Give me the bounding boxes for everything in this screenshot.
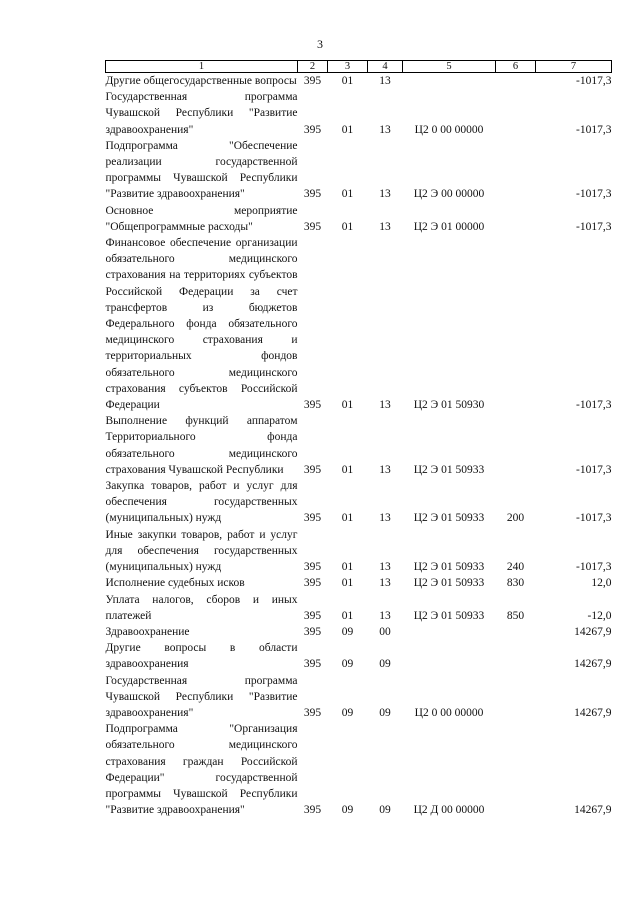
row-name: Государственная программа Чувашской Республики "Развитие здравоохранения": [105, 674, 298, 719]
table-row: [106, 673, 612, 722]
row-name: Финансовое обеспечение организации обязательного медицинского страхования на территориях субъектов Российской Федерации за счет трансфертов из бюджетов Федерального фонда обязательного медицинского страхования и территориальных фондов обязательного медицинского страхования субъектов Российской Федерации: [105, 237, 298, 412]
table-row: [106, 640, 612, 672]
row-name: Государственная программа Чувашской Республики "Развитие здравоохранения": [105, 91, 298, 136]
row-amount: 12,0: [591, 577, 612, 590]
row-section: 09: [341, 706, 354, 719]
row-section: 01: [341, 577, 354, 590]
row-ministry: 395: [303, 577, 322, 590]
row-target: Ц2 Э 01 50930: [413, 399, 485, 412]
row-amount: -1017,3: [576, 188, 612, 201]
row-amount: -1017,3: [576, 399, 612, 412]
row-expense-type: [496, 203, 536, 235]
row-section: 01: [341, 512, 354, 525]
table-row: [106, 413, 612, 478]
row-section: 09: [341, 625, 354, 638]
table-row: [106, 73, 612, 90]
row-subsection: 13: [379, 399, 391, 412]
row-subsection: 09: [379, 804, 391, 817]
row-target: [403, 73, 496, 90]
row-section: 09: [341, 658, 354, 671]
row-ministry: 395: [303, 463, 322, 476]
row-name: Уплата налогов, сборов и иных платежей: [105, 593, 298, 622]
row-section: 01: [341, 123, 354, 136]
row-ministry: 395: [303, 399, 322, 412]
column-header-6: 6: [496, 61, 536, 73]
row-expense-type: [496, 673, 536, 722]
row-expense-type: [496, 413, 536, 478]
row-subsection: 13: [379, 463, 391, 476]
row-section: 09: [341, 804, 354, 817]
row-amount: -1017,3: [576, 463, 612, 476]
row-section: 01: [341, 463, 354, 476]
row-ministry: 395: [303, 123, 322, 136]
row-expense-type: 850: [506, 609, 525, 622]
row-ministry: 395: [303, 220, 322, 233]
row-name: Основное мероприятие "Общепрограммные расходы": [105, 204, 298, 233]
row-amount: -1017,3: [576, 220, 612, 233]
row-expense-type: 830: [506, 577, 525, 590]
row-name: Другие общегосударственные вопросы: [105, 75, 297, 87]
row-subsection: 09: [379, 658, 391, 671]
table-row: [106, 138, 612, 203]
row-target: Ц2 Э 01 50933: [413, 609, 485, 622]
row-target: [403, 624, 496, 640]
row-ministry: 395: [303, 75, 322, 87]
row-subsection: 09: [379, 706, 391, 719]
row-target: Ц2 Э 01 50933: [413, 512, 485, 525]
row-name: Подпрограмма "Организация обязательного медицинского страхования граждан Российской Федерации" государственной программы Чувашской Республики "Развитие здравоохранения": [105, 723, 298, 817]
row-name: Исполнение судебных исков: [105, 577, 245, 590]
row-name: Другие вопросы в области здравоохранения: [105, 642, 298, 671]
row-expense-type: 200: [506, 512, 525, 525]
row-expense-type: [496, 624, 536, 640]
row-expense-type: [496, 89, 536, 138]
row-ministry: 395: [303, 804, 322, 817]
row-section: 01: [341, 75, 354, 87]
row-expense-type: [496, 640, 536, 672]
table-row: [106, 203, 612, 235]
row-amount: -1017,3: [576, 123, 612, 136]
row-subsection: 00: [379, 625, 391, 638]
row-amount: 14267,9: [574, 706, 612, 719]
table-row: [106, 624, 612, 640]
table-body: [106, 73, 612, 819]
row-ministry: 395: [303, 658, 322, 671]
page-number: 3: [317, 37, 323, 51]
row-section: 01: [341, 220, 354, 233]
table-row: [106, 592, 612, 624]
table-row: [106, 235, 612, 413]
row-name: Закупка товаров, работ и услуг для обеспечения государственных (муниципальных) нужд: [105, 480, 298, 525]
row-ministry: 395: [303, 625, 322, 638]
table-row: [106, 575, 612, 591]
row-target: Ц2 Э 00 00000: [413, 188, 485, 201]
row-section: 01: [341, 561, 354, 574]
row-section: 01: [341, 188, 354, 201]
row-name: Подпрограмма "Обеспечение реализации государственной программы Чувашской Республики "Развитие здравоохранения": [105, 139, 298, 201]
row-amount: -1017,3: [576, 75, 612, 87]
row-target: Ц2 Э 01 50933: [413, 561, 485, 574]
row-amount: -12,0: [587, 609, 612, 622]
row-subsection: 13: [379, 123, 391, 136]
row-expense-type: 240: [506, 561, 525, 574]
row-ministry: 395: [303, 561, 322, 574]
row-target: Ц2 Д 00 00000: [413, 804, 485, 817]
column-header-3: 3: [328, 61, 368, 73]
row-target: Ц2 Э 01 00000: [413, 220, 485, 233]
row-name: Здравоохранение: [105, 625, 190, 638]
row-ministry: 395: [303, 609, 322, 622]
row-subsection: 13: [379, 75, 391, 87]
column-header-2: 2: [298, 61, 328, 73]
row-section: 01: [341, 609, 354, 622]
row-amount: 14267,9: [574, 625, 612, 638]
column-header-5: 5: [403, 61, 496, 73]
row-amount: -1017,3: [576, 512, 612, 525]
row-expense-type: [496, 138, 536, 203]
row-subsection: 13: [379, 577, 391, 590]
row-expense-type: [496, 235, 536, 413]
row-subsection: 13: [379, 561, 391, 574]
column-header-4: 4: [368, 61, 403, 73]
column-header-1: 1: [106, 61, 298, 73]
row-ministry: 395: [303, 188, 322, 201]
table-row: [106, 89, 612, 138]
row-amount: 14267,9: [574, 658, 612, 671]
row-target: [403, 640, 496, 672]
row-expense-type: [496, 73, 536, 90]
row-name: Иные закупки товаров, работ и услуг для обеспечения государственных (муниципальных) нужд: [105, 528, 298, 574]
row-subsection: 13: [379, 188, 391, 201]
table-row: [106, 478, 612, 527]
row-subsection: 13: [379, 512, 391, 525]
table-row: [106, 527, 612, 576]
column-header-7: 7: [536, 61, 612, 73]
budget-table: [105, 60, 612, 818]
row-expense-type: [496, 721, 536, 818]
row-subsection: 13: [379, 609, 391, 622]
row-amount: 14267,9: [574, 804, 612, 817]
row-subsection: 13: [379, 220, 391, 233]
column-header-row: [106, 61, 612, 73]
row-target: Ц2 0 00 00000: [414, 123, 484, 136]
row-name: Выполнение функций аппаратом Территориального фонда обязательного медицинского страхования Чувашской Республики: [105, 415, 298, 476]
row-target: Ц2 0 00 00000: [414, 706, 484, 719]
row-amount: -1017,3: [576, 561, 612, 574]
row-ministry: 395: [303, 706, 322, 719]
row-ministry: 395: [303, 512, 322, 525]
table-row: [106, 721, 612, 818]
row-target: Ц2 Э 01 50933: [413, 577, 485, 590]
row-target: Ц2 Э 01 50933: [413, 463, 485, 476]
row-section: 01: [341, 399, 354, 412]
